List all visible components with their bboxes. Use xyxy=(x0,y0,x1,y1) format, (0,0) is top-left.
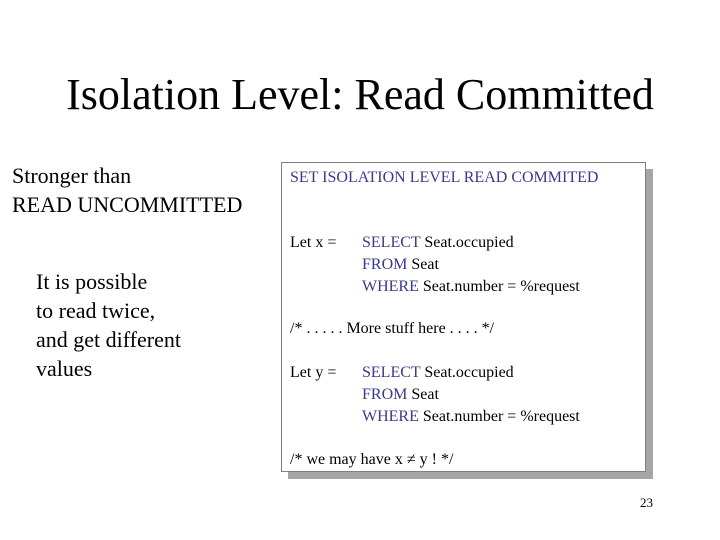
left-text-upper xyxy=(12,161,242,219)
where-line-2 xyxy=(362,406,580,428)
where-line-1 xyxy=(362,276,580,298)
left-text-line: READ UNCOMMITTED xyxy=(12,192,243,217)
left-text-line: It is possible xyxy=(36,269,148,294)
from-keyword: FROM xyxy=(362,386,408,403)
assign-y-label: Let y = xyxy=(290,364,337,381)
from-rest: Seat xyxy=(407,256,439,273)
code-box xyxy=(281,162,646,472)
select-line-2 xyxy=(362,362,514,384)
comment-x-neq-y: /* we may have x ≠ y ! */ xyxy=(290,451,454,468)
left-text-line: values xyxy=(36,356,93,381)
from-line-1 xyxy=(362,254,439,276)
select-line-1 xyxy=(362,232,514,254)
left-text-line: Stronger than xyxy=(12,163,132,188)
comment-more-stuff: /* . . . . . More stuff here . . . . */ xyxy=(290,320,495,337)
from-keyword: FROM xyxy=(362,256,408,273)
where-rest: Seat.number = %request xyxy=(418,408,580,425)
where-keyword: WHERE xyxy=(362,408,419,425)
select-keyword: SELECT xyxy=(362,234,421,251)
from-rest: Seat xyxy=(407,386,439,403)
where-keyword: WHERE xyxy=(362,278,419,295)
from-line-2 xyxy=(362,384,439,406)
left-text-line: to read twice, xyxy=(36,298,156,323)
left-text-lower xyxy=(36,267,181,383)
left-text-line: and get different xyxy=(36,327,181,352)
select-keyword: SELECT xyxy=(362,364,421,381)
select-rest: Seat.occupied xyxy=(420,364,514,381)
select-rest: Seat.occupied xyxy=(420,234,514,251)
slide-title: Isolation Level: Read Committed xyxy=(66,70,654,119)
assign-x-label: Let x = xyxy=(290,234,337,251)
page-number: 23 xyxy=(640,495,653,510)
where-rest: Seat.number = %request xyxy=(418,278,580,295)
set-isolation-statement: SET ISOLATION LEVEL READ COMMITED xyxy=(290,169,599,186)
